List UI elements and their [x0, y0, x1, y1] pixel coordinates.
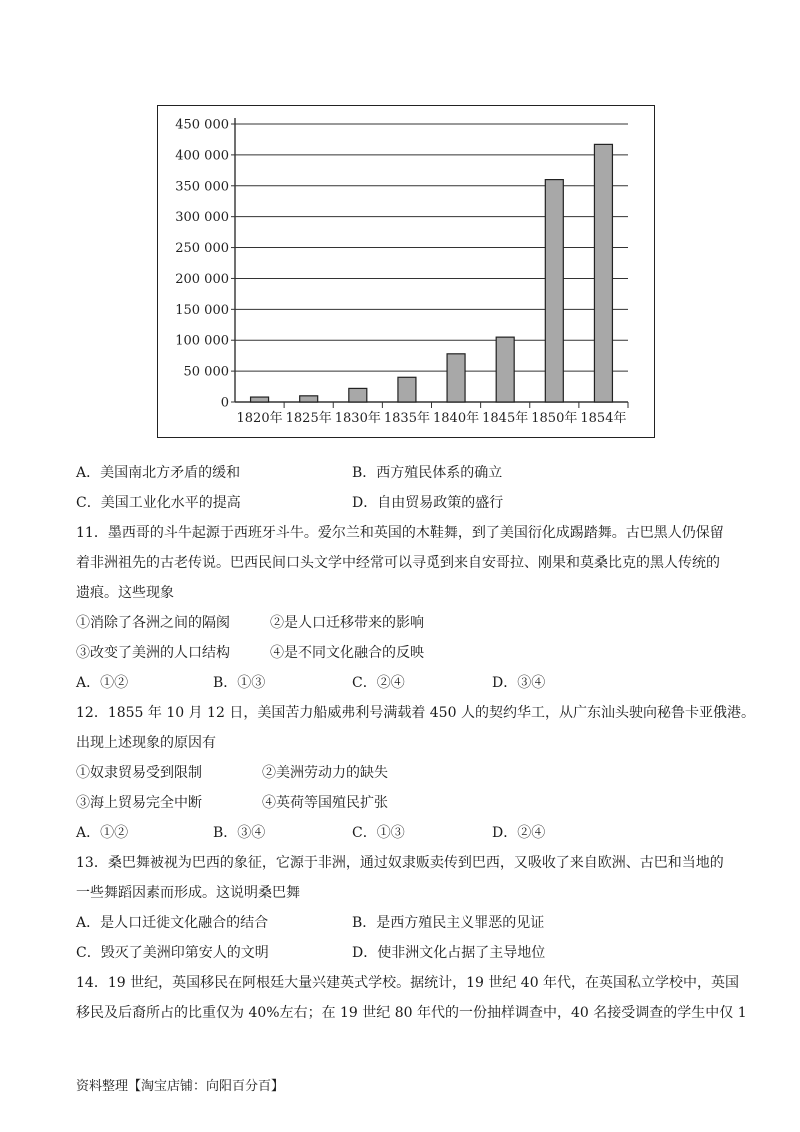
- q11-item-4: ④是不同文化融合的反映: [270, 645, 424, 661]
- y-tick-label: 50 000: [183, 364, 229, 380]
- q13-option-c[interactable]: C．毁灭了美洲印第安人的文明: [76, 945, 269, 961]
- x-tick-label: 1854年: [580, 411, 627, 426]
- y-tick-label: 400 000: [175, 148, 229, 164]
- q12-item-1: ①奴隶贸易受到限制: [76, 765, 202, 781]
- bar-1845年: [496, 337, 514, 402]
- q11-item-3: ③改变了美洲的人口结构: [76, 645, 230, 661]
- q13-stem-line2: 一些舞蹈因素而形成。这说明桑巴舞: [76, 885, 300, 901]
- page-footer: 资料整理【淘宝店铺：向阳百分百】: [76, 1079, 285, 1094]
- q11-item-1: ①消除了各洲之间的隔阂: [76, 615, 230, 631]
- x-tick-label: 1825年: [285, 411, 332, 426]
- q12-option-a[interactable]: A．①②: [76, 825, 129, 841]
- q11-stem-line2: 着非洲祖先的古老传说。巴西民间口头文学中经常可以寻觅到来自安哥拉、刚果和莫桑比克的黑人传统的: [76, 555, 720, 571]
- bar-1825年: [300, 396, 318, 402]
- q12-stem-line2: 出现上述现象的原因有: [76, 735, 216, 751]
- bar-1820年: [251, 397, 269, 402]
- q13-option-d[interactable]: D．使非洲文化占据了主导地位: [352, 945, 546, 961]
- x-tick-label: 1845年: [482, 411, 529, 426]
- y-tick-label: 100 000: [175, 333, 229, 349]
- q10-option-b[interactable]: B．西方殖民体系的确立: [352, 465, 503, 481]
- q12-item-2: ②美洲劳动力的缺失: [262, 765, 388, 781]
- bar-1835年: [398, 377, 416, 402]
- y-tick-label: 300 000: [175, 210, 229, 226]
- q11-item-2: ②是人口迁移带来的影响: [270, 615, 424, 631]
- x-tick-label: 1830年: [334, 411, 381, 426]
- q10-option-d[interactable]: D．自由贸易政策的盛行: [352, 495, 504, 511]
- y-tick-label: 150 000: [175, 302, 229, 318]
- q10-option-a[interactable]: A．美国南北方矛盾的缓和: [76, 465, 241, 481]
- x-tick-label: 1820年: [236, 411, 283, 426]
- bar-1854年: [594, 144, 612, 402]
- q12-item-4: ④英荷等国殖民扩张: [262, 795, 388, 811]
- q11-option-a[interactable]: A．①②: [76, 675, 129, 691]
- q13-option-b[interactable]: B．是西方殖民主义罪恶的见证: [352, 915, 545, 931]
- q13-stem-line1: 13．桑巴舞被视为巴西的象征，它源于非洲，通过奴隶贩卖传到巴西，又吸收了来自欧洲、古巴和当地的: [76, 855, 724, 871]
- bar-1830年: [349, 388, 367, 402]
- q12-option-d[interactable]: D．②④: [492, 825, 546, 841]
- q11-stem-line3: 遗痕。这些现象: [76, 585, 174, 601]
- y-tick-label: 350 000: [175, 179, 229, 195]
- y-tick-label: 0: [220, 395, 229, 411]
- x-tick-label: 1850年: [531, 411, 578, 426]
- chart-svg: [158, 106, 654, 437]
- population-bar-chart: [157, 105, 655, 438]
- y-tick-label: 200 000: [175, 271, 229, 287]
- q11-stem-line1: 11．墨西哥的斗牛起源于西班牙斗牛。爱尔兰和英国的木鞋舞，到了美国衍化成踢踏舞。古巴黑人仍保留: [76, 525, 724, 541]
- q12-stem-line1: 12．1855 年 10 月 12 日，美国苦力船威弗利号满载着 450 人的契约华工，从广东汕头驶向秘鲁卡亚俄港。: [76, 705, 755, 721]
- y-tick-label: 450 000: [175, 117, 229, 133]
- q12-item-3: ③海上贸易完全中断: [76, 795, 202, 811]
- q12-option-c[interactable]: C．①③: [352, 825, 405, 841]
- x-tick-label: 1835年: [383, 411, 430, 426]
- bar-1840年: [447, 354, 465, 402]
- q14-stem-line1: 14．19 世纪，英国移民在阿根廷大量兴建英式学校。据统计，19 世纪 40 年代，在英国私立学校中，英国: [76, 975, 740, 991]
- q14-stem-line2: 移民及后裔所占的比重仅为 40%左右；在 19 世纪 80 年代的一份抽样调查中，40 名接受调查的学生中仅 1: [76, 1005, 747, 1021]
- y-tick-label: 250 000: [175, 241, 229, 257]
- q11-option-c[interactable]: C．②④: [352, 675, 405, 691]
- q13-option-a[interactable]: A．是人口迁徙文化融合的结合: [76, 915, 269, 931]
- q11-option-d[interactable]: D．③④: [492, 675, 546, 691]
- q10-option-c[interactable]: C．美国工业化水平的提高: [76, 495, 241, 511]
- bar-1850年: [545, 180, 563, 402]
- q12-option-b[interactable]: B．③④: [213, 825, 266, 841]
- q11-option-b[interactable]: B．①③: [213, 675, 266, 691]
- x-tick-label: 1840年: [433, 411, 480, 426]
